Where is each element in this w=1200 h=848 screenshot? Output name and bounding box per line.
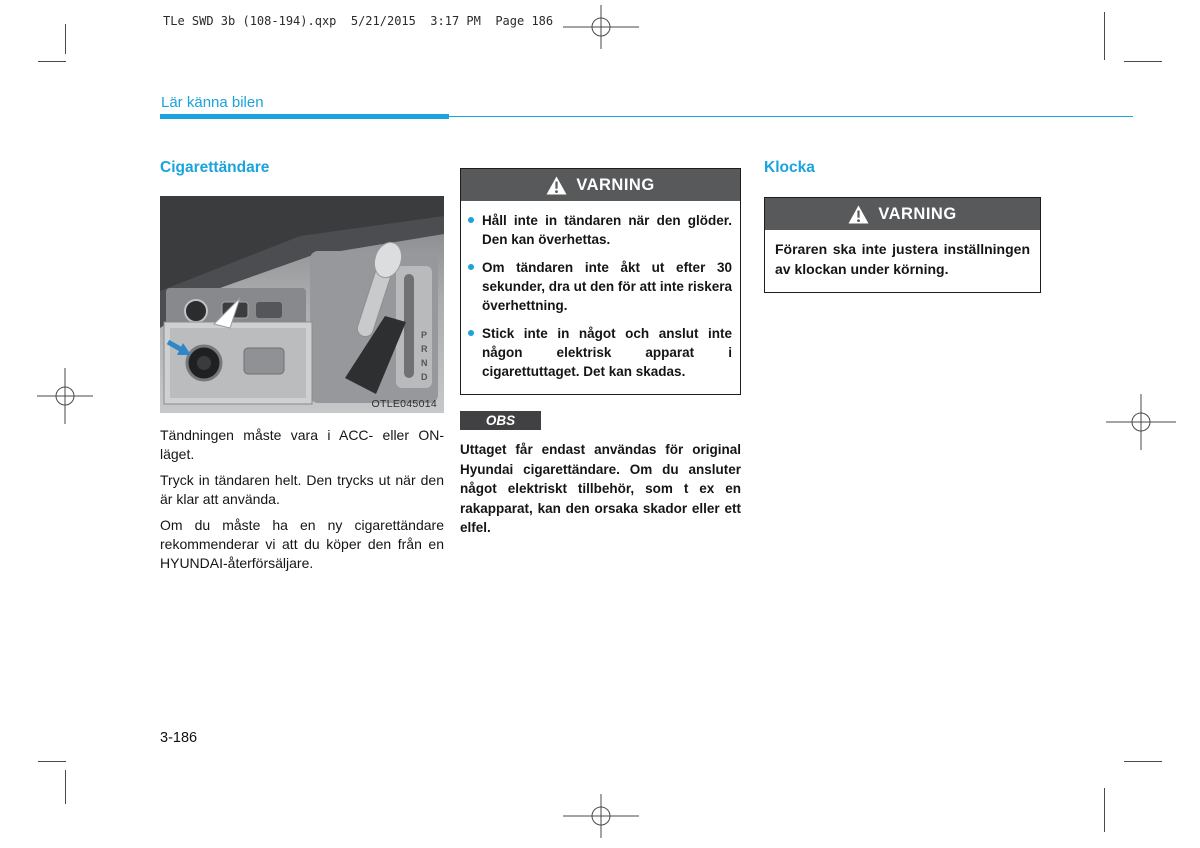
page-number: 3-186 [160,730,198,746]
crop-mark-bottom-right-h [1124,761,1162,762]
warning-bullet-text: Om tändaren inte åkt ut efter 30 sekunder, dra ut den för att inte riskera överhettning. [482,260,732,313]
registration-mark-top-center [563,5,639,49]
registration-mark-left-middle [37,368,93,424]
column-clock [764,160,1041,293]
section-title-rule [449,116,1133,117]
crop-mark-top-left-h [38,61,66,62]
console-photo [160,196,444,413]
paragraph: Tryck in tändaren helt. Den trycks ut när den är klar att använda. [160,472,444,507]
obs-label-text: OBS [485,413,516,428]
warning-icon [848,205,869,224]
gear-indicator-label: R [421,344,428,354]
warning-text: Föraren ska inte justera inställningen av klockan under körning. [775,241,1030,277]
gear-indicator-label: N [421,358,428,368]
section-title-underline-bar [160,114,449,119]
warning-header [461,169,740,201]
warning-bullet-item [468,324,732,381]
crop-mark-bottom-left-h [38,761,66,762]
crop-mark-bottom-right-v [1104,788,1105,832]
registration-mark-bottom-center [563,794,639,838]
print-metadata: TLe SWD 3b (108-194).qxp 5/21/2015 3:17 PM Page 186 [163,14,554,28]
heading-klocka: Klocka [764,159,815,176]
console-photo-graphic [160,196,444,413]
warning-bullet-item [468,258,732,315]
obs-text: Uttaget får endast användas för original Hyundai cigarettändare. Om du ansluter något elektriskt tillbehör, som t ex en rakapparat, kan den orsaka skador eller ett elfel. [460,442,741,535]
heading-cigarettandare: Cigarettändare [160,159,270,176]
crop-mark-top-left-v [65,24,66,54]
warning-box-lighter [460,168,741,395]
warning-bullet-text: Stick inte in något och anslut inte någon elektrisk apparat i cigarettuttaget. Det kan skadas. [482,326,732,379]
warning-icon [546,176,567,195]
warning-title: VARNING [878,204,957,223]
photo-caption: OTLE045014 [371,398,437,410]
warning-body [461,201,740,394]
paragraph: Tändningen måste vara i ACC- eller ON-läget. [160,427,444,462]
warning-bullet-item [468,211,732,249]
bullet-icon [468,264,474,270]
column-cigarette-lighter [160,160,444,573]
registration-mark-right-middle [1106,394,1176,450]
crop-mark-top-right-v [1104,12,1105,60]
gear-indicator-label: P [421,330,428,340]
crop-mark-top-right-h [1124,61,1162,62]
obs-label [460,411,541,430]
crop-mark-bottom-left-v [65,770,66,804]
warning-bullet-text: Håll inte in tändaren när den glöder. Den kan överhettas. [482,213,732,247]
gear-indicator-label: D [421,372,428,382]
paragraph: Om du måste ha en ny cigarettändare rekommenderar vi att du köper den från en HYUNDAI-återförsäljare. [160,517,444,571]
warning-title: VARNING [576,175,655,194]
warning-header [765,198,1040,230]
column-warning-obs [460,168,741,538]
section-title: Lär känna bilen [161,94,264,111]
warning-box-clock [764,197,1041,293]
bullet-icon [468,217,474,223]
bullet-icon [468,330,474,336]
